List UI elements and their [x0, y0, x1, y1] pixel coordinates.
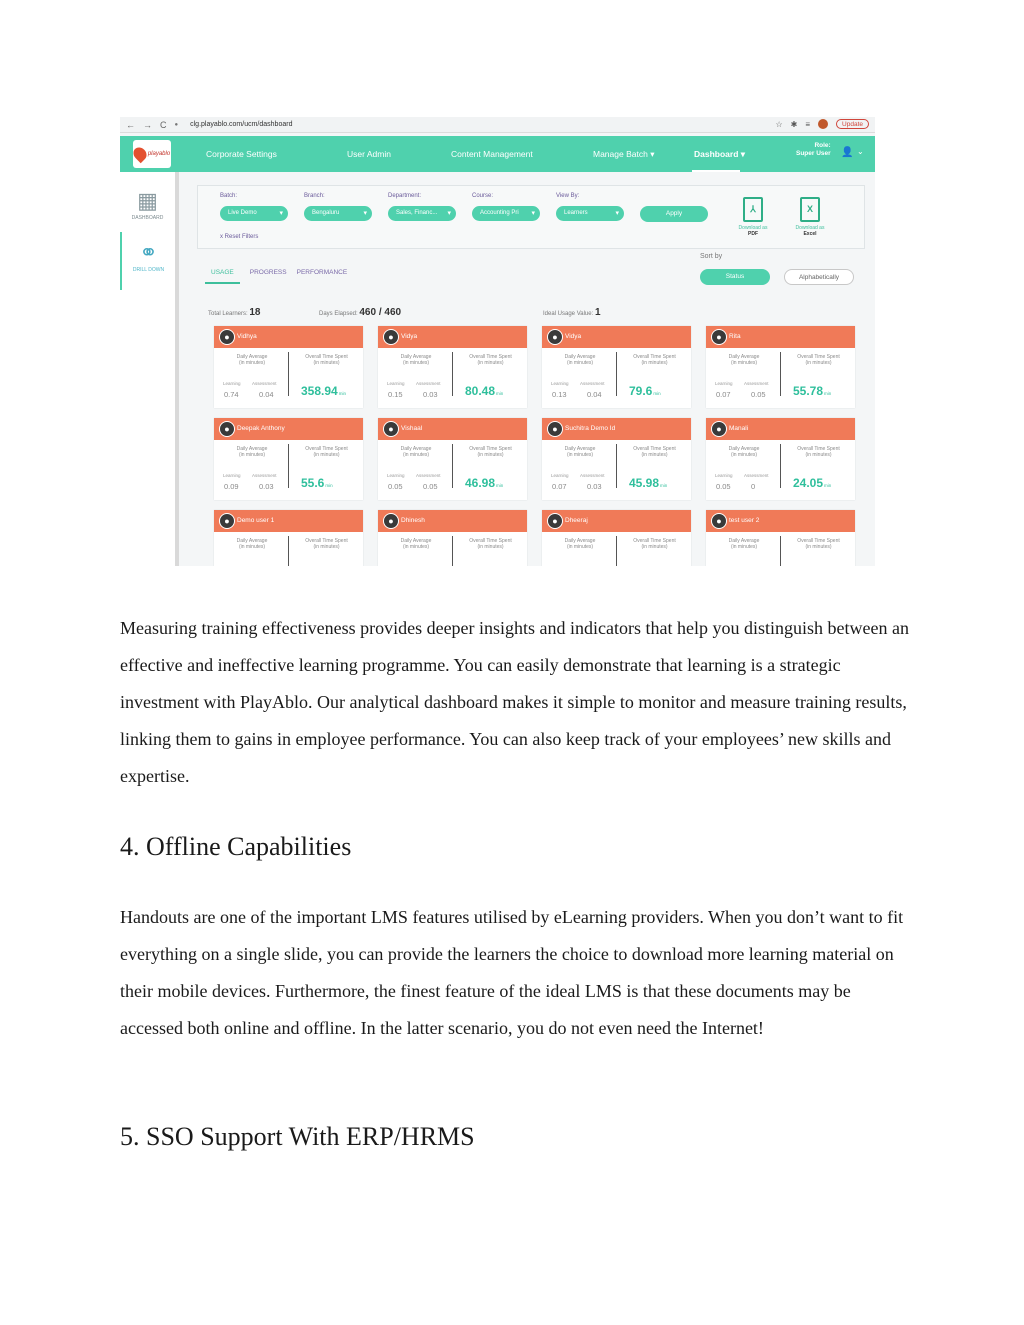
learner-card-body: [706, 440, 855, 500]
overall-time-number: 358.94: [301, 384, 338, 398]
nav-manage-batch[interactable]: [593, 149, 654, 160]
card-divider: [780, 444, 781, 488]
card-divider: [452, 444, 453, 488]
forward-arrow-icon[interactable]: →: [143, 119, 152, 130]
batch-select[interactable]: Live Demo ▾: [220, 206, 288, 221]
overall-time-label: [294, 538, 359, 550]
overall-time-unit: (in minutes): [641, 360, 668, 366]
overall-time-unit-min: min: [824, 483, 832, 488]
daily-average-text: Daily Average: [728, 538, 760, 544]
paragraph-offline-capabilities: Handouts are one of the important LMS features utilised by eLearning providers. When you don’t want to fit everything on a single slide, you can provide the learners the choice to download more learning material on their mobile devices. Furthermore, the finest feature of the ideal LMS is that these documents may be accessed both online and offline. In the latter scenario, you do not even need the Internet!: [120, 907, 904, 1038]
assessment-value: 0.04: [587, 390, 602, 399]
days-elapsed-stat: [319, 307, 401, 318]
overall-time-text: Overall Time Spent: [305, 538, 348, 544]
ideal-usage-value: 1: [594, 307, 601, 318]
daily-average-text: Daily Average: [400, 354, 432, 360]
overall-time-label: [458, 446, 523, 458]
star-icon[interactable]: ☆: [775, 119, 783, 129]
overall-time-text: Overall Time Spent: [469, 538, 512, 544]
reading-list-icon[interactable]: ≡: [805, 119, 811, 129]
daily-average-unit: (in minutes): [566, 452, 594, 458]
assessment-label: Assessment: [580, 473, 605, 478]
learning-value: 0.13: [552, 390, 567, 399]
learner-card-body: [214, 348, 363, 408]
learner-name: Manali: [729, 425, 749, 432]
overall-time-unit: (in minutes): [805, 452, 832, 458]
overall-time-unit-min: min: [325, 483, 333, 488]
learner-name: Dheeraj: [565, 517, 588, 524]
overall-time-label: [458, 354, 523, 366]
assessment-label: Assessment: [252, 381, 277, 386]
filter-panel: [197, 185, 865, 249]
sidebar-item-dashboard[interactable]: [120, 180, 175, 238]
learner-name: Deepak Anthony: [237, 425, 285, 432]
learner-card-body: [706, 532, 855, 566]
back-arrow-icon[interactable]: ←: [126, 119, 135, 130]
extension-icon[interactable]: ✱: [790, 119, 798, 129]
learner-card[interactable]: [706, 326, 855, 408]
profile-avatar[interactable]: [818, 119, 828, 129]
learner-card-header: [214, 418, 363, 440]
update-button[interactable]: Update: [836, 119, 869, 129]
batch-label: Batch:: [220, 193, 238, 199]
overall-time-number: 45.98: [629, 476, 660, 490]
overall-time-text: Overall Time Spent: [305, 354, 348, 360]
learner-card-body: [214, 440, 363, 500]
learner-card-body: [542, 440, 691, 500]
overall-time-text: Overall Time Spent: [633, 538, 676, 544]
daily-average-label: [550, 446, 610, 458]
daily-average-text: Daily Average: [400, 446, 432, 452]
learner-card[interactable]: [542, 326, 691, 408]
daily-average-label: [386, 354, 446, 366]
binoculars-icon: ⚭: [139, 240, 158, 265]
days-elapsed-value: 460 / 460: [359, 307, 402, 318]
overall-time-text: Overall Time Spent: [469, 446, 512, 452]
learner-card-header: [542, 510, 691, 532]
learner-name: test user 2: [729, 517, 760, 524]
overall-time-unit: (in minutes): [313, 452, 340, 458]
assessment-label: Assessment: [744, 473, 769, 478]
daily-average-label: [386, 446, 446, 458]
logo-wordmark: playablo: [147, 151, 171, 157]
learner-card-header: [378, 418, 527, 440]
daily-average-text: Daily Average: [236, 538, 268, 544]
learner-name: Suchitra Demo Id: [565, 425, 616, 432]
sort-by-label: Sort by: [700, 253, 723, 260]
tab-bar: [205, 269, 347, 284]
overall-time-text: Overall Time Spent: [469, 354, 512, 360]
ideal-usage-label: Ideal Usage Value:: [543, 311, 594, 317]
daily-average-unit: (in minutes): [730, 452, 758, 458]
download-excel-format: Excel: [803, 231, 817, 237]
playablo-logo[interactable]: [133, 140, 171, 168]
overall-time-unit: (in minutes): [641, 544, 668, 550]
pdf-icon: ⅄: [743, 197, 763, 222]
overall-time-value: [465, 476, 503, 490]
user-avatar-icon: ●: [711, 513, 727, 529]
overall-time-label: [786, 446, 851, 458]
heading-offline-capabilities: 4. Offline Capabilities: [120, 832, 352, 861]
department-select[interactable]: Sales, Financ... ▾: [388, 206, 456, 221]
learner-card-body: [214, 532, 363, 566]
overall-time-unit-min: min: [338, 391, 346, 396]
learner-card[interactable]: [214, 326, 363, 408]
learner-name: Vidya: [565, 333, 582, 340]
learner-card[interactable]: [378, 510, 527, 566]
apply-button[interactable]: Apply: [640, 206, 708, 222]
daily-average-unit: (in minutes): [238, 360, 266, 366]
card-divider: [288, 352, 289, 396]
overall-time-number: 55.78: [793, 384, 824, 398]
total-learners-label: Total Learners:: [208, 311, 248, 317]
card-divider: [616, 444, 617, 488]
learner-card[interactable]: [706, 510, 855, 566]
learning-label: Learning: [387, 381, 405, 386]
daily-average-text: Daily Average: [400, 538, 432, 544]
user-avatar-icon: ●: [383, 421, 399, 437]
overall-time-label: [622, 446, 687, 458]
learning-label: Learning: [551, 473, 569, 478]
learner-name: Dhinesh: [401, 517, 425, 524]
user-avatar-icon: ●: [219, 421, 235, 437]
learning-value: 0.74: [224, 390, 239, 399]
user-avatar-icon: ●: [547, 421, 563, 437]
reset-filters-link[interactable]: x Reset Filters: [220, 234, 259, 240]
learner-name: Vidya: [401, 333, 418, 340]
top-navigation: [120, 136, 875, 172]
card-divider: [780, 352, 781, 396]
daily-average-label: [550, 538, 610, 550]
overall-time-unit: (in minutes): [477, 544, 504, 550]
assessment-label: Assessment: [416, 473, 441, 478]
role-label: Role:: [814, 142, 831, 149]
learner-card[interactable]: [542, 510, 691, 566]
chevron-down-icon: ▾: [740, 149, 746, 159]
learning-value: 0.05: [388, 482, 403, 491]
user-avatar-icon: ●: [711, 329, 727, 345]
overall-time-unit-min: min: [496, 483, 504, 488]
daily-average-unit: (in minutes): [402, 452, 430, 458]
daily-average-text: Daily Average: [564, 538, 596, 544]
assessment-label: Assessment: [744, 381, 769, 386]
view-by-label: View By:: [556, 193, 580, 199]
overall-time-unit: (in minutes): [313, 360, 340, 366]
user-avatar-icon: ●: [383, 329, 399, 345]
sort-alphabetically-button[interactable]: Alphabetically: [784, 269, 854, 285]
daily-average-label: [714, 446, 774, 458]
overall-time-text: Overall Time Spent: [797, 354, 840, 360]
address-bar[interactable]: clg.playablo.com/ucm/dashboard: [190, 121, 293, 128]
learner-card[interactable]: [378, 326, 527, 408]
learner-name: Vidhya: [237, 333, 257, 340]
daily-average-unit: (in minutes): [730, 544, 758, 550]
learner-card-body: [378, 348, 527, 408]
logo-mark-icon: [131, 145, 149, 163]
chevron-down-icon: ▾: [650, 149, 655, 159]
overall-time-text: Overall Time Spent: [633, 446, 676, 452]
overall-time-label: [786, 354, 851, 366]
learning-label: Learning: [387, 473, 405, 478]
daily-average-unit: (in minutes): [402, 544, 430, 550]
learning-value: 0.15: [388, 390, 403, 399]
assessment-value: 0.05: [423, 482, 438, 491]
overall-time-label: [622, 538, 687, 550]
overall-time-unit-min: min: [496, 391, 504, 396]
daily-average-text: Daily Average: [728, 354, 760, 360]
assessment-value: 0: [751, 482, 756, 491]
nav-dashboard-label: Dashboard: [694, 149, 739, 159]
user-avatar-icon: ●: [383, 513, 399, 529]
learner-name: Vishaal: [401, 425, 423, 432]
days-elapsed-label: Days Elapsed:: [319, 311, 358, 317]
paragraph-measuring-effectiveness: Measuring training effectiveness provides deeper insights and indicators that help you distinguish between an effective and ineffective learning programme. You can easily demonstrate that learning is a strategic investment with PlayAblo. Our analytical dashboard makes it simple to monitor and measure training results, linking them to gains in employee performance. You can also keep track of your employees’ new skills and expertise.: [120, 618, 909, 786]
total-learners-stat: [208, 307, 261, 318]
daily-average-text: Daily Average: [236, 446, 268, 452]
nav-content-management[interactable]: Content Management: [451, 149, 533, 159]
user-avatar-icon: ●: [547, 329, 563, 345]
learner-card-header: [214, 510, 363, 532]
user-avatar-icon: ●: [547, 513, 563, 529]
tab-performance[interactable]: PERFORMANCE: [296, 269, 348, 276]
user-icon[interactable]: 👤: [841, 147, 854, 158]
sidebar: [120, 172, 179, 566]
learner-card[interactable]: [706, 418, 855, 500]
overall-time-unit-min: min: [824, 391, 832, 396]
overall-time-text: Overall Time Spent: [305, 446, 348, 452]
learning-value: 0.09: [224, 482, 239, 491]
daily-average-label: [550, 354, 610, 366]
overall-time-value: [629, 476, 667, 490]
card-divider: [780, 536, 781, 566]
download-pdf-label: Download as: [738, 225, 768, 231]
card-divider: [452, 536, 453, 566]
download-pdf-button[interactable]: [731, 197, 775, 237]
daily-average-label: [222, 538, 282, 550]
download-pdf-format: PDF: [748, 231, 758, 237]
daily-average-unit: (in minutes): [238, 452, 266, 458]
sidebar-item-drill-down[interactable]: [120, 232, 175, 290]
user-avatar-icon: ●: [219, 513, 235, 529]
learner-card-header: [706, 510, 855, 532]
role-indicator: [796, 142, 831, 158]
ideal-usage-stat: [543, 307, 601, 318]
overall-time-unit: (in minutes): [641, 452, 668, 458]
daily-average-unit: (in minutes): [566, 360, 594, 366]
learning-label: Learning: [223, 473, 241, 478]
daily-average-unit: (in minutes): [238, 544, 266, 550]
daily-average-unit: (in minutes): [566, 544, 594, 550]
active-nav-underline: [692, 170, 740, 172]
overall-time-unit: (in minutes): [805, 360, 832, 366]
overall-time-text: Overall Time Spent: [797, 538, 840, 544]
lock-icon: ●: [174, 121, 179, 128]
assessment-value: 0.04: [259, 390, 274, 399]
overall-time-text: Overall Time Spent: [633, 354, 676, 360]
daily-average-text: Daily Average: [236, 354, 268, 360]
overall-time-text: Overall Time Spent: [797, 446, 840, 452]
department-label: Department:: [388, 193, 422, 199]
learning-label: Learning: [223, 381, 241, 386]
learning-value: 0.07: [716, 390, 731, 399]
overall-time-label: [786, 538, 851, 550]
reload-icon[interactable]: C: [160, 119, 167, 130]
learner-card-header: [378, 510, 527, 532]
daily-average-label: [222, 446, 282, 458]
tab-progress[interactable]: PROGRESS: [249, 269, 287, 276]
assessment-value: 0.03: [423, 390, 438, 399]
overall-time-unit: (in minutes): [805, 544, 832, 550]
course-select[interactable]: Accounting Pri ▾: [472, 206, 540, 221]
learner-name: Demo user 1: [237, 517, 275, 524]
learner-card[interactable]: [542, 418, 691, 500]
learner-card-header: [706, 326, 855, 348]
learner-card-body: [378, 532, 527, 566]
assessment-value: 0.03: [587, 482, 602, 491]
overall-time-value: [301, 384, 346, 398]
nav-manage-batch-label: Manage Batch: [593, 149, 648, 159]
overall-time-unit-min: min: [653, 391, 661, 396]
learner-card-body: [542, 348, 691, 408]
overall-time-number: 46.98: [465, 476, 496, 490]
overall-time-label: [294, 354, 359, 366]
overall-time-unit-min: min: [660, 483, 668, 488]
overall-time-unit: (in minutes): [477, 452, 504, 458]
learner-card-body: [378, 440, 527, 500]
overall-time-number: 79.6: [629, 384, 653, 398]
overall-time-unit: (in minutes): [477, 360, 504, 366]
overall-time-value: [301, 476, 333, 490]
overall-time-label: [458, 538, 523, 550]
learner-card[interactable]: [214, 510, 363, 566]
overall-time-unit: (in minutes): [313, 544, 340, 550]
sidebar-item-label: DASHBOARD: [131, 215, 164, 221]
sort-status-button[interactable]: Status: [700, 269, 770, 285]
download-excel-button[interactable]: [788, 197, 832, 237]
overall-time-value: [793, 476, 831, 490]
assessment-label: Assessment: [416, 381, 441, 386]
total-learners-value: 18: [249, 307, 261, 318]
layout-grid-icon: ▦: [137, 188, 158, 213]
daily-average-label: [714, 538, 774, 550]
learner-card-header: [542, 326, 691, 348]
sidebar-item-label: DRILL DOWN: [132, 267, 165, 273]
daily-average-text: Daily Average: [564, 354, 596, 360]
assessment-value: 0.03: [259, 482, 274, 491]
learning-label: Learning: [715, 473, 733, 478]
learner-card-header: [214, 326, 363, 348]
tab-usage[interactable]: USAGE: [205, 269, 240, 284]
daily-average-unit: (in minutes): [730, 360, 758, 366]
nav-user-admin[interactable]: User Admin: [347, 149, 391, 159]
assessment-label: Assessment: [580, 381, 605, 386]
daily-average-text: Daily Average: [564, 446, 596, 452]
learner-card-header: [542, 418, 691, 440]
daily-average-label: [714, 354, 774, 366]
branch-label: Branch:: [304, 193, 325, 199]
learner-name: Rita: [729, 333, 741, 340]
download-excel-label: Download as: [795, 225, 825, 231]
learner-card-header: [706, 418, 855, 440]
overall-time-number: 80.48: [465, 384, 496, 398]
overall-time-value: [793, 384, 831, 398]
nav-dashboard[interactable]: [694, 149, 745, 160]
card-divider: [616, 352, 617, 396]
learning-label: Learning: [715, 381, 733, 386]
card-divider: [288, 536, 289, 566]
learning-label: Learning: [551, 381, 569, 386]
nav-corporate-settings[interactable]: Corporate Settings: [206, 149, 277, 159]
overall-time-number: 24.05: [793, 476, 824, 490]
view-by-select[interactable]: Learners ▾: [556, 206, 624, 221]
chevron-down-icon[interactable]: ⌄: [857, 147, 864, 156]
learning-value: 0.07: [552, 482, 567, 491]
overall-time-number: 55.6: [301, 476, 325, 490]
daily-average-text: Daily Average: [728, 446, 760, 452]
learning-value: 0.05: [716, 482, 731, 491]
overall-time-label: [294, 446, 359, 458]
overall-time-label: [622, 354, 687, 366]
card-divider: [616, 536, 617, 566]
overall-time-value: [465, 384, 503, 398]
daily-average-label: [386, 538, 446, 550]
course-label: Course:: [472, 193, 494, 199]
card-divider: [452, 352, 453, 396]
assessment-label: Assessment: [252, 473, 277, 478]
learner-card-body: [542, 532, 691, 566]
dashboard-screenshot: [120, 117, 875, 566]
learner-card[interactable]: [378, 418, 527, 500]
user-avatar-icon: ●: [219, 329, 235, 345]
heading-sso-support: 5. SSO Support With ERP/HRMS: [120, 1122, 475, 1151]
user-avatar-icon: ●: [711, 421, 727, 437]
browser-toolbar: [120, 117, 875, 133]
daily-average-label: [222, 354, 282, 366]
learner-card[interactable]: [214, 418, 363, 500]
branch-select[interactable]: Bengaluru ▾: [304, 206, 372, 221]
learner-card-body: [706, 348, 855, 408]
learner-card-header: [378, 326, 527, 348]
assessment-value: 0.05: [751, 390, 766, 399]
daily-average-unit: (in minutes): [402, 360, 430, 366]
excel-icon: X: [800, 197, 820, 222]
role-value: Super User: [796, 150, 831, 157]
card-divider: [288, 444, 289, 488]
overall-time-value: [629, 384, 661, 398]
